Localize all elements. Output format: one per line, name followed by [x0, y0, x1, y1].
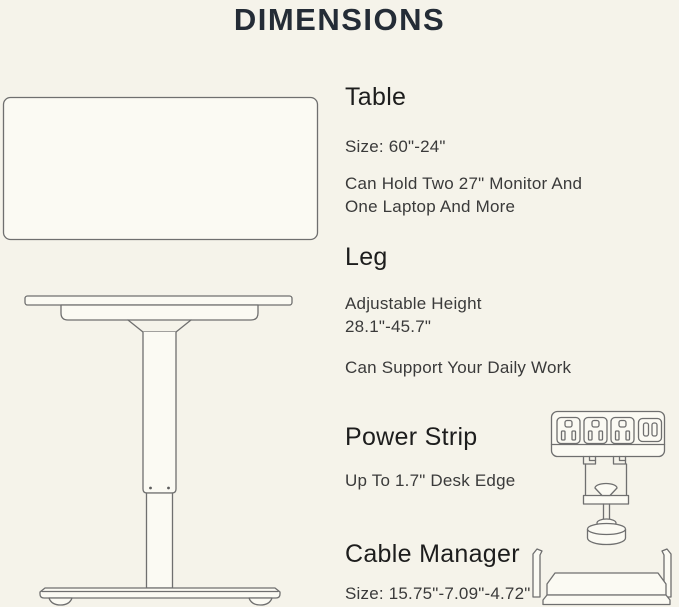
table-capacity-line1: Can Hold Two 27" Monitor And	[345, 174, 583, 193]
leg-height-text	[345, 292, 482, 338]
power-strip-icon	[540, 402, 672, 550]
power-strip-heading: Power Strip	[345, 423, 478, 451]
table-capacity-text	[345, 172, 582, 218]
desk-leg-icon	[15, 292, 305, 607]
power-strip-note-text: Up To 1.7" Desk Edge	[345, 471, 516, 490]
tabletop-drawing	[2, 96, 319, 242]
table-heading: Table	[345, 83, 407, 111]
cable-manager-heading: Cable Manager	[345, 540, 520, 568]
leg-height-line2: 28.1"-45.7"	[345, 317, 432, 336]
cable-manager-size-text: Size: 15.75"-7.09"-4.72"	[345, 584, 531, 603]
leg-height-line1: Adjustable Height	[345, 294, 482, 313]
leg-support-text: Can Support Your Daily Work	[345, 358, 572, 377]
table-size-text: Size: 60"-24"	[345, 137, 446, 156]
leg-heading: Leg	[345, 243, 388, 271]
cable-manager-drawing	[524, 541, 678, 607]
usb-module	[639, 419, 662, 442]
cable-manager-icon	[524, 541, 678, 607]
table-capacity-line2: One Laptop And More	[345, 197, 516, 216]
page-title: DIMENSIONS	[233, 2, 446, 37]
desk-leg-drawing	[15, 292, 305, 607]
power-strip-drawing	[540, 402, 672, 550]
tabletop-outline-icon	[2, 96, 319, 242]
